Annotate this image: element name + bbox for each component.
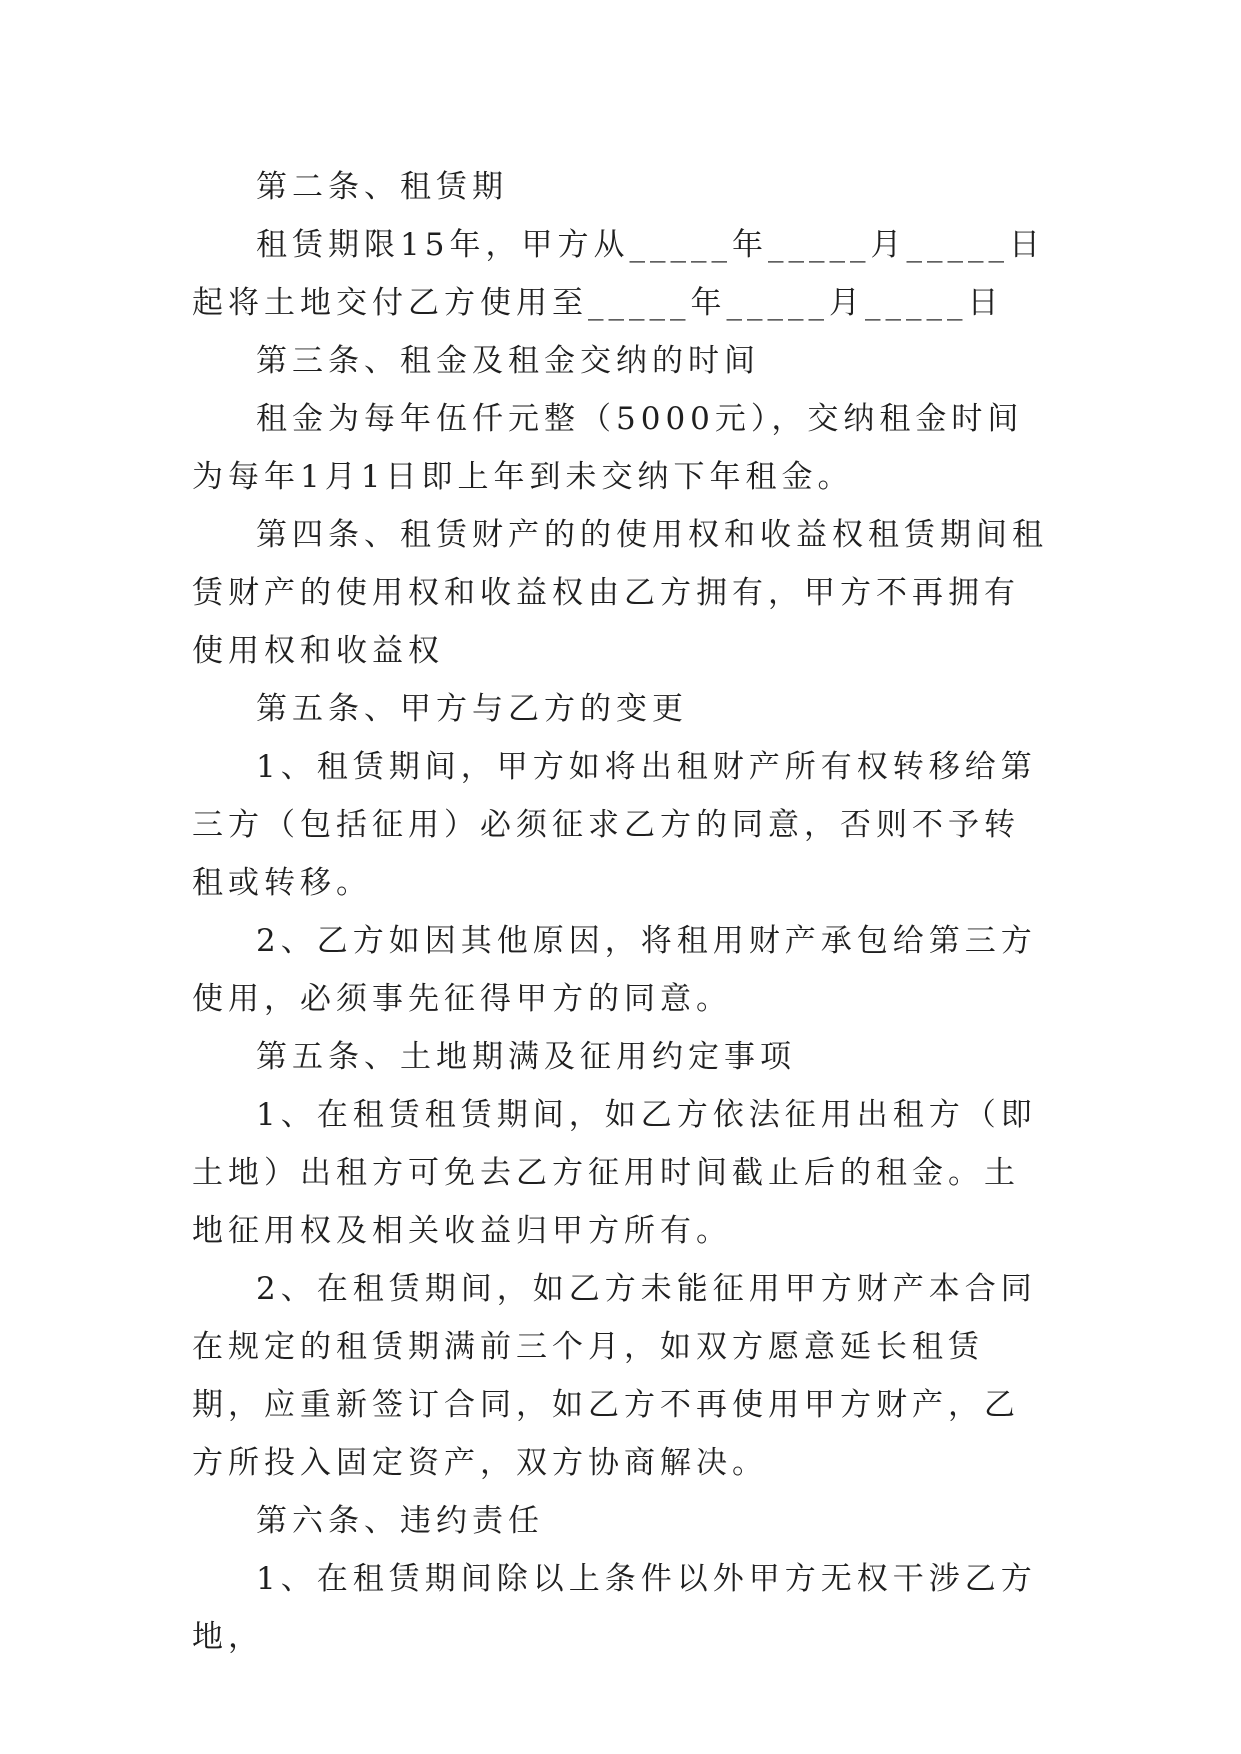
heading-article-2: 第二条、租赁期 — [256, 169, 508, 205]
paragraph-article-5-item-1: 1、租赁期间，甲方如将出租财产所有权转移给第三方（包括征用）必须征求乙方的同意，否则不予转租或转移。 — [192, 749, 1037, 901]
document-body — [192, 158, 1054, 1666]
heading-article-3: 第三条、租金及租金交纳的时间 — [256, 343, 760, 379]
paragraph-article-5b-item-1: 1、在租赁租赁期间，如乙方依法征用出租方（即土地）出租方可免去乙方征用时间截止后的租金。土地征用权及相关收益归甲方所有。 — [192, 1097, 1037, 1249]
paragraph-article-5-item-2: 2、乙方如因其他原因，将租用财产承包给第三方使用，必须事先征得甲方的同意。 — [192, 923, 1037, 1017]
heading-article-5b: 第五条、土地期满及征用约定事项 — [256, 1039, 796, 1075]
paragraph-article-6-item-1: 1、在租赁期间除以上条件以外甲方无权干涉乙方地， — [192, 1561, 1037, 1655]
paragraph-lease-term: 租赁期限15年，甲方从_____年_____月_____日起将土地交付乙方使用至_____年_____月_____日 — [192, 227, 1045, 321]
paragraph-rent: 租金为每年伍仟元整（5000元），交纳租金时间为每年1月1日即上年到未交纳下年租金。 — [192, 401, 1024, 495]
heading-article-5: 第五条、甲方与乙方的变更 — [256, 691, 688, 727]
heading-article-6: 第六条、违约责任 — [256, 1503, 544, 1539]
paragraph-article-5b-item-2: 2、在租赁期间，如乙方未能征用甲方财产本合同在规定的租赁期满前三个月，如双方愿意延长租赁期，应重新签订合同，如乙方不再使用甲方财产，乙方所投入固定资产，双方协商解决。 — [192, 1271, 1037, 1481]
paragraph-article-4: 第四条、租赁财产的的使用权和收益权租赁期间租赁财产的使用权和收益权由乙方拥有，甲方不再拥有使用权和收益权 — [192, 517, 1048, 669]
